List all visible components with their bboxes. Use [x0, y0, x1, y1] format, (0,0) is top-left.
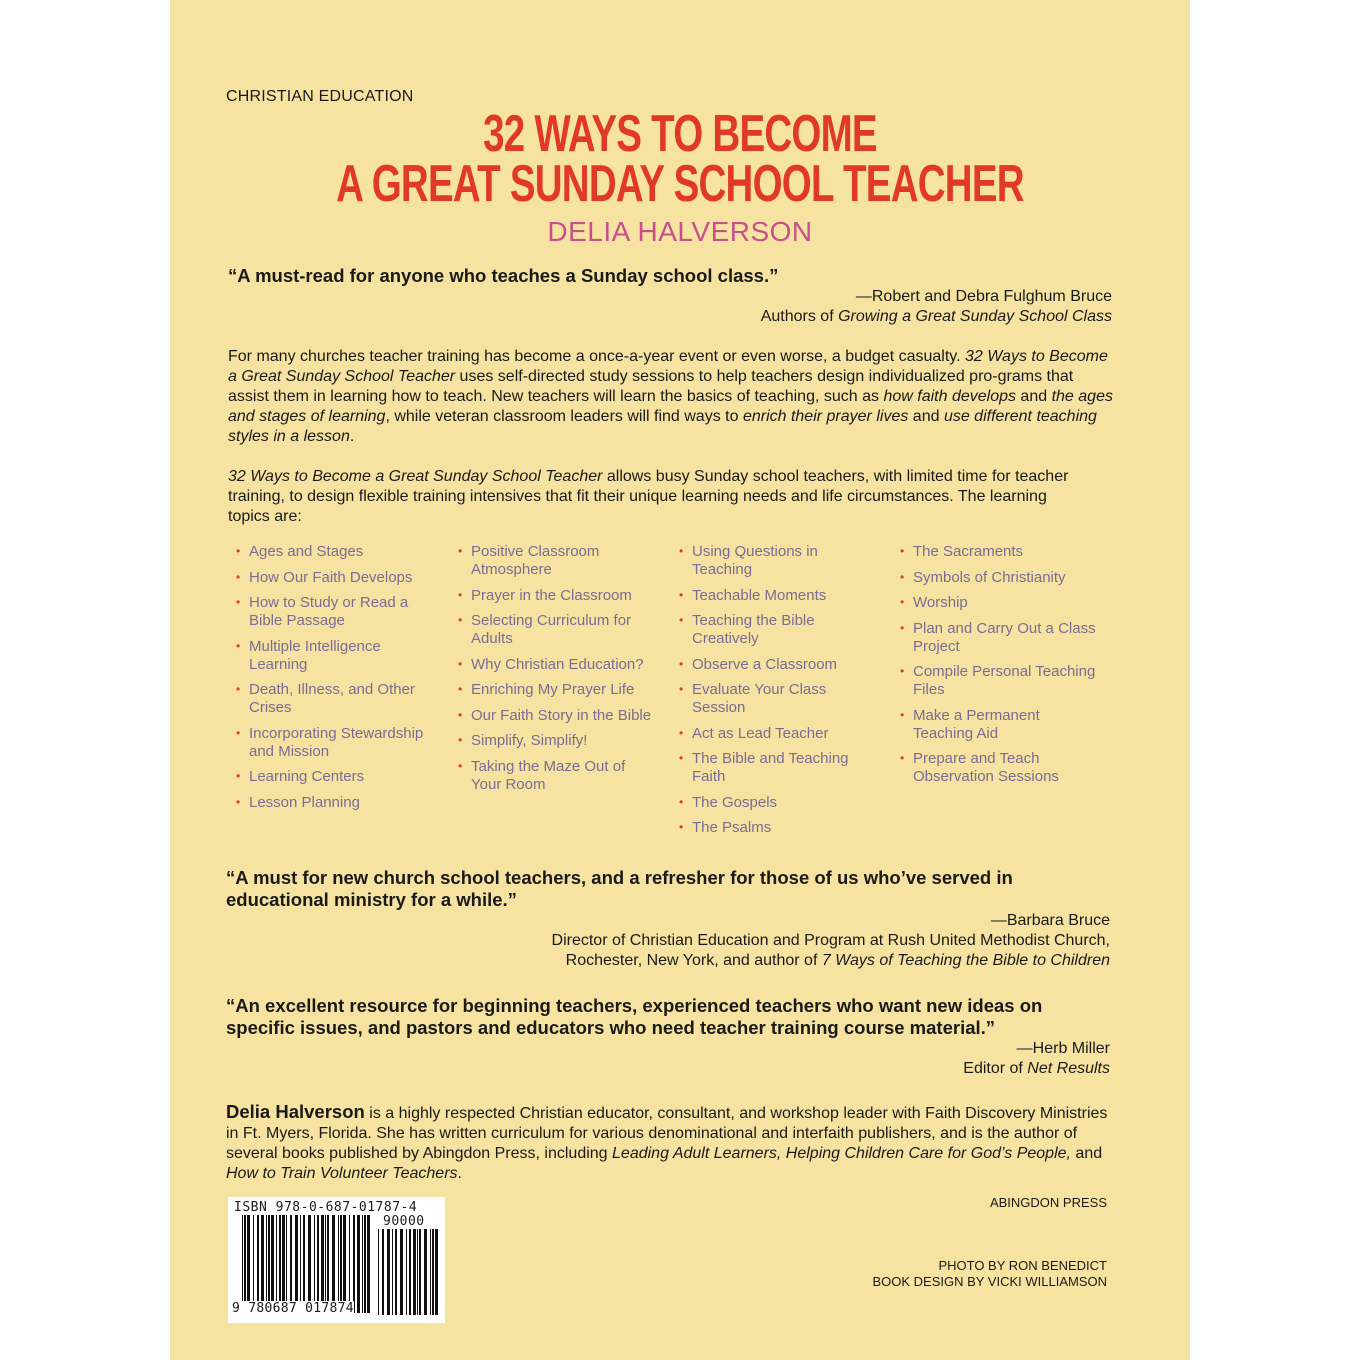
topic-item [679, 587, 879, 605]
quote-3: “An excellent resource for beginning teachers, experienced teachers who want new ideas on specific issues, and pastors and educators who need teacher training course material.” [226, 995, 1043, 1038]
credits [770, 1258, 1107, 1290]
barcode-bar [362, 1215, 363, 1313]
topic-item [236, 768, 436, 786]
bullet-icon: • [900, 664, 905, 678]
topic-item [679, 794, 879, 812]
bullet-icon: • [458, 758, 463, 773]
topic-label: Selecting Curriculum for Adults [471, 612, 632, 647]
p1-text-5: and [908, 408, 944, 425]
p1-text-4: , while veteran classroom leaders will find ways to [385, 408, 743, 425]
barcode-bar [417, 1229, 418, 1315]
quote-3-author: —Herb Miller [1016, 1040, 1110, 1057]
bullet-icon: • [679, 794, 684, 809]
p2-text-1: allows busy Sunday school teachers, with limited time for teacher training, to design flexible training intensives that fit their unique learning needs and life circumstances. The learning topics are: [228, 468, 1069, 525]
barcode-bar [308, 1215, 311, 1313]
quote-2: “A must for new church school teachers, and a refresher for those of us who’ve served in educational ministry for a while.” [226, 867, 1013, 910]
quote-1-role-title: Growing a Great Sunday School Class [838, 308, 1112, 325]
book-title-line2: A GREAT SUNDAY SCHOOL TEACHER [336, 155, 1024, 213]
topic-item [679, 750, 879, 786]
topic-item [900, 707, 1100, 743]
p1-text-6: . [349, 428, 355, 445]
barcode-bar [392, 1229, 393, 1315]
topics-column-4 [900, 543, 1100, 794]
barcode-bar [357, 1215, 360, 1313]
p1-italic-4: enrich their prayer lives [742, 408, 909, 425]
barcode-bar [247, 1215, 250, 1313]
barcode-bar [261, 1215, 264, 1313]
topic-item [236, 681, 436, 717]
topic-item [236, 569, 436, 587]
p1-italic-5: use different teaching styles in a lesson [228, 408, 1097, 445]
quote-1: “A must-read for anyone who teaches a Sunday school class.” [228, 265, 779, 286]
barcode-bar [424, 1229, 427, 1315]
topic-label: Positive Classroom Atmosphere [471, 543, 600, 578]
design-credit: BOOK DESIGN BY VICKI WILLIAMSON [872, 1274, 1107, 1289]
barcode-bar [435, 1229, 438, 1315]
p1-italic-2: how faith develops [883, 388, 1016, 405]
topic-item [900, 663, 1100, 699]
back-cover [170, 0, 1190, 1360]
topic-item [679, 819, 879, 837]
bullet-icon: • [900, 569, 905, 584]
topic-item [236, 794, 436, 812]
barcode-bar [279, 1215, 281, 1313]
bullet-icon: • [679, 587, 684, 602]
barcode-bar [271, 1215, 274, 1313]
barcode-bar [419, 1229, 421, 1315]
barcode-bar [332, 1215, 335, 1313]
barcode-bar [406, 1229, 407, 1315]
category-label: CHRISTIAN EDUCATION [226, 88, 414, 105]
barcode-digits: 9 780687 017874 [232, 1301, 354, 1316]
barcode-bar [430, 1229, 431, 1315]
bullet-icon: • [900, 620, 905, 635]
barcode-bar [268, 1215, 270, 1313]
bio-author-name: Delia Halverson [226, 1101, 365, 1122]
barcode-bar [257, 1215, 259, 1313]
topic-item [458, 758, 658, 794]
topic-label: Make a Permanent Teaching Aid [913, 706, 1040, 742]
bio-text-3: . [457, 1165, 462, 1182]
bullet-icon: • [458, 707, 463, 722]
topic-label: The Psalms [692, 819, 772, 836]
topic-label: Symbols of Christianity [913, 568, 1066, 586]
topic-item [458, 681, 658, 699]
topic-item [236, 594, 436, 630]
topic-label: Worship [913, 594, 968, 611]
topic-label: Simplify, Simplify! [471, 732, 588, 749]
price-code: 90000 [383, 1214, 425, 1229]
barcode-bar [338, 1215, 339, 1313]
bio-italic-1: Leading Adult Learners, Helping Children Care for God’s People, [612, 1145, 1071, 1162]
topic-label: Multiple Intelligence Learning [249, 637, 381, 673]
topic-label: Enriching My Prayer Life [471, 681, 635, 698]
quote-2-role-prefix: Rochester, New York, and author of [565, 952, 822, 969]
topic-label: The Bible and Teaching Faith [692, 750, 849, 785]
topic-label: Taking the Maze Out of Your Room [471, 757, 626, 793]
isbn-barcode [228, 1197, 445, 1323]
topic-label: Incorporating Stewardship and Mission [249, 724, 424, 760]
bullet-icon: • [679, 656, 684, 671]
barcode-bar [378, 1229, 379, 1315]
bullet-icon: • [458, 656, 463, 671]
topic-label: Compile Personal Teaching Files [913, 663, 1096, 698]
barcode-bar [387, 1229, 390, 1315]
topic-label: How Our Faith Develops [249, 568, 413, 586]
barcode-bar [282, 1215, 285, 1313]
bullet-icon: • [458, 587, 463, 602]
barcode-bar [349, 1215, 350, 1313]
bullet-icon: • [236, 725, 241, 740]
topic-item [900, 569, 1100, 587]
barcode-bar [413, 1229, 416, 1315]
topic-item [679, 612, 879, 648]
topic-item [900, 750, 1100, 786]
publisher-name: ABINGDON PRESS [989, 1195, 1107, 1210]
topics-column-1 [236, 543, 436, 819]
barcode-bar [395, 1229, 397, 1315]
topic-label: Why Christian Education? [471, 655, 644, 673]
topic-item [900, 543, 1100, 561]
isbn-number: ISBN 978-0-687-01787-4 [234, 1200, 418, 1215]
quote-1-role [470, 307, 1112, 327]
topic-item [458, 707, 658, 725]
barcode-bar [325, 1215, 326, 1313]
barcode-bar [340, 1215, 342, 1313]
quote-2-author: —Barbara Bruce [990, 912, 1110, 929]
p1-text-3: and [1015, 388, 1052, 405]
bullet-icon: • [679, 820, 684, 834]
topic-label: How to Study or Read a Bible Passage [249, 594, 409, 629]
barcode-bar [295, 1215, 298, 1313]
topic-label: Our Faith Story in the Bible [471, 706, 652, 724]
ean-bars [242, 1215, 374, 1313]
topic-item [458, 612, 658, 648]
barcode-bar [353, 1215, 355, 1313]
barcode-bar [253, 1215, 254, 1313]
quote-3-role-prefix: Editor of [963, 1060, 1028, 1077]
topic-label: Using Questions in Teaching [692, 543, 818, 578]
book-title-line1: 32 WAYS TO BECOME [483, 105, 877, 163]
bullet-icon: • [236, 569, 241, 584]
bullet-icon: • [458, 613, 463, 627]
barcode-bar [343, 1215, 346, 1313]
topic-label: Prayer in the Classroom [471, 586, 632, 604]
topic-item [679, 656, 879, 674]
bullet-icon: • [900, 544, 905, 558]
quote-3-attribution [670, 1039, 1110, 1079]
topic-label: Lesson Planning [249, 793, 360, 811]
topic-label: Ages and Stages [249, 543, 364, 560]
barcode-bar [400, 1229, 403, 1315]
barcode-bar [242, 1215, 243, 1313]
bio-text-2: and [1070, 1145, 1103, 1162]
p1-italic-3: the ages and stages of learning [228, 388, 1113, 425]
quote-1-author: —Robert and Debra Fulghum Bruce [855, 288, 1112, 305]
quote-2-attribution [370, 911, 1110, 971]
quote-3-role-title: Net Results [1027, 1060, 1110, 1077]
barcode-bar [286, 1215, 287, 1313]
topic-label: Observe a Classroom [692, 655, 838, 673]
author-bio [226, 1102, 1116, 1184]
bullet-icon: • [458, 733, 463, 747]
topic-label: Learning Centers [249, 768, 365, 785]
bullet-icon: • [236, 682, 241, 696]
barcode-bar [244, 1215, 246, 1313]
topic-label: Act as Lead Teacher [692, 724, 829, 742]
bio-text-1: is a highly respected Christian educator, consultant, and workshop leader with Faith Discovery Ministries in Ft. Myers, Florida. She has written curriculum for various denominational and interfaith publishers, and is the author of several books published by Abingdon Press, including [226, 1105, 1108, 1162]
barcode-bar [317, 1215, 319, 1313]
quote-3-role [670, 1059, 1110, 1079]
barcode-bar [303, 1215, 305, 1313]
barcode-bar [367, 1215, 370, 1313]
description-paragraph-2 [228, 467, 1088, 527]
bullet-icon: • [900, 595, 905, 609]
barcode-bar [290, 1215, 292, 1313]
bullet-icon: • [236, 595, 241, 609]
topic-item [458, 587, 658, 605]
topic-label: The Sacraments [913, 543, 1024, 560]
topic-item [236, 543, 436, 561]
topics-column-2 [458, 543, 658, 801]
price-bars [378, 1229, 440, 1315]
bullet-icon: • [236, 769, 241, 783]
barcode-bar [364, 1215, 366, 1313]
topic-item [458, 656, 658, 674]
bullet-icon: • [679, 613, 684, 627]
barcode-bar [432, 1229, 434, 1315]
topic-item [236, 725, 436, 761]
topic-item [679, 725, 879, 743]
bullet-icon: • [236, 544, 241, 558]
quote-2-role-title: 7 Ways of Teaching the Bible to Children [821, 952, 1110, 969]
quote-2-role-line1: Director of Christian Education and Program at Rush United Methodist Church, [551, 932, 1110, 949]
bullet-icon: • [458, 544, 463, 558]
barcode-bar [276, 1215, 277, 1313]
topic-label: Evaluate Your Class Session [692, 681, 827, 716]
topic-item [679, 543, 879, 579]
barcode-bar [409, 1229, 411, 1315]
bullet-icon: • [236, 638, 241, 653]
barcode-bar [321, 1215, 324, 1313]
bullet-icon: • [900, 751, 905, 765]
bio-italic-2: How to Train Volunteer Teachers [226, 1165, 458, 1182]
quote-1-attribution [470, 287, 1112, 327]
topic-item [900, 620, 1100, 656]
p1-italic-1: 32 Ways to Become a Great Sunday School Teacher [228, 348, 1108, 385]
topic-label: Plan and Carry Out a Class Project [913, 619, 1096, 655]
description-paragraph-1 [228, 347, 1116, 447]
p1-text-2: uses self-directed study sessions to help teachers design individualized pro-grams that assist them in learning how to teach. New teachers will learn the basics of teaching, such as [228, 368, 1074, 405]
topic-label: Teaching the Bible Creatively [692, 612, 815, 647]
p2-italic-1: 32 Ways to Become a Great Sunday School Teacher [228, 468, 603, 485]
photo-credit: PHOTO BY RON BENEDICT [938, 1258, 1107, 1273]
bullet-icon: • [679, 544, 684, 558]
barcode-bar [382, 1229, 384, 1315]
barcode-bar [300, 1215, 301, 1313]
quote-1-role-prefix: Authors of [760, 308, 839, 325]
topic-label: Teachable Moments [692, 586, 827, 604]
bullet-icon: • [900, 707, 905, 722]
quote-2-role-line2 [370, 951, 1110, 971]
p1-text-1: For many churches teacher training has become a once-a-year event or even worse, a budget casualty. [228, 348, 965, 365]
bullet-icon: • [236, 794, 241, 809]
barcode-bar [327, 1215, 329, 1313]
topic-item [458, 732, 658, 750]
topic-label: Prepare and Teach Observation Sessions [913, 750, 1059, 785]
bullet-icon: • [458, 682, 463, 696]
topic-label: Death, Illness, and Other Crises [249, 681, 415, 716]
barcode-bar [266, 1215, 267, 1313]
bullet-icon: • [679, 725, 684, 740]
topic-label: The Gospels [692, 793, 778, 811]
barcode-bar [314, 1215, 315, 1313]
topic-item [900, 594, 1100, 612]
topic-item [458, 543, 658, 579]
topics-column-3 [679, 543, 879, 845]
topic-item [236, 638, 436, 674]
bullet-icon: • [679, 751, 684, 765]
bullet-icon: • [679, 682, 684, 696]
topic-item [679, 681, 879, 717]
author-name: DELIA HALVERSON [547, 216, 813, 247]
